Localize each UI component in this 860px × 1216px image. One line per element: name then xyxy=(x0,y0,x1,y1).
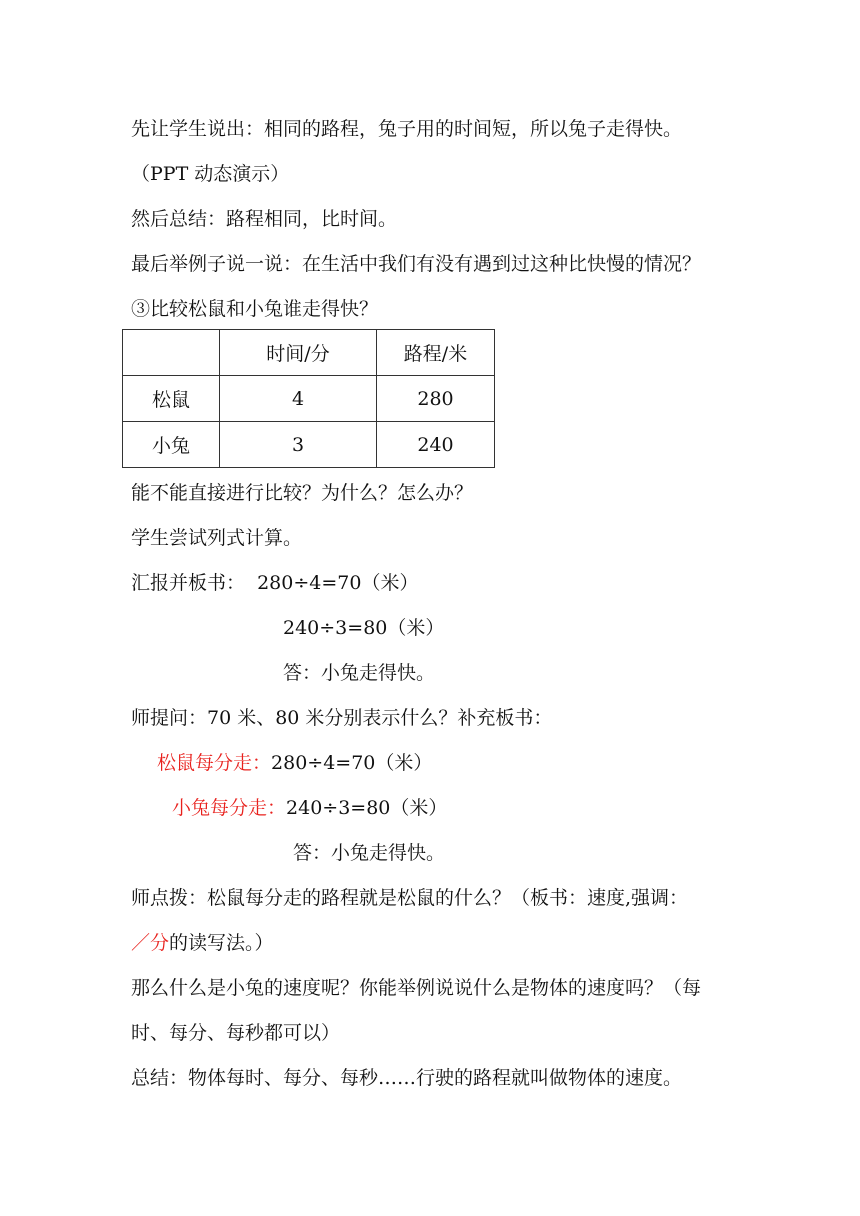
paragraph-compare-question: ③比较松鼠和小兔谁走得快？ xyxy=(131,298,379,320)
paragraph-direct-compare: 能不能直接进行比较？为什么？怎么办？ xyxy=(131,482,474,504)
table-cell: 4 xyxy=(220,376,377,422)
paragraph-summary: 然后总结：路程相同，比时间。 xyxy=(131,208,398,230)
table-header-row xyxy=(123,330,495,376)
table-row xyxy=(123,422,495,468)
paragraph-student-try: 学生尝试列式计算。 xyxy=(131,527,303,549)
body-text: 的读写法。） xyxy=(169,932,274,954)
paragraph-supplement-answer: 答：小兔走得快。 xyxy=(293,842,446,864)
paragraph-teacher-guide: 师点拨：松鼠每分走的路程就是松鼠的什么？（板书：速度,强调： xyxy=(131,887,689,909)
table-cell: 小兔 xyxy=(123,422,220,468)
paragraph-ppt-note: （PPT 动态演示） xyxy=(131,163,290,185)
table-cell: 3 xyxy=(220,422,377,468)
paragraph-intro: 先让学生说出：相同的路程，兔子用的时间短，所以兔子走得快。 xyxy=(131,118,683,140)
paragraph-rabbit-speed xyxy=(172,795,447,821)
paragraph-rabbit-speed-question: 那么什么是小兔的速度呢？你能举例说说什么是物体的速度吗？（每 xyxy=(131,977,702,999)
table-header-cell: 时间/分 xyxy=(220,330,377,376)
formula-text: 280÷4=70（米） xyxy=(271,752,433,774)
table-cell: 280 xyxy=(377,376,495,422)
paragraph-report-line2: 240÷3=80（米） xyxy=(283,617,445,639)
paragraph-report-line1: 汇报并板书： 280÷4=70（米） xyxy=(131,572,419,594)
emphasis-text: 松鼠每分走： xyxy=(157,752,272,774)
emphasis-text: 小兔每分走： xyxy=(172,797,287,819)
paragraph-teacher-question: 师提问：70 米、80 米分别表示什么？补充板书： xyxy=(131,707,553,729)
paragraph-squirrel-speed xyxy=(157,750,432,776)
table-row xyxy=(123,376,495,422)
table-cell: 松鼠 xyxy=(123,376,220,422)
paragraph-time-units: 时、每分、每秒都可以） xyxy=(131,1022,341,1044)
table-cell: 240 xyxy=(377,422,495,468)
table-header-cell xyxy=(123,330,220,376)
table-header-cell: 路程/米 xyxy=(377,330,495,376)
paragraph-example: 最后举例子说一说：在生活中我们有没有遇到过这种比快慢的情况？ xyxy=(131,253,702,275)
comparison-table xyxy=(122,329,495,468)
formula-text: 240÷3=80（米） xyxy=(286,797,448,819)
emphasis-text: ／分 xyxy=(131,932,170,954)
paragraph-report-answer: 答：小兔走得快。 xyxy=(283,662,436,684)
paragraph-definition: 总结：物体每时、每分、每秒……行驶的路程就叫做物体的速度。 xyxy=(131,1067,683,1089)
paragraph-unit-note xyxy=(131,930,274,956)
